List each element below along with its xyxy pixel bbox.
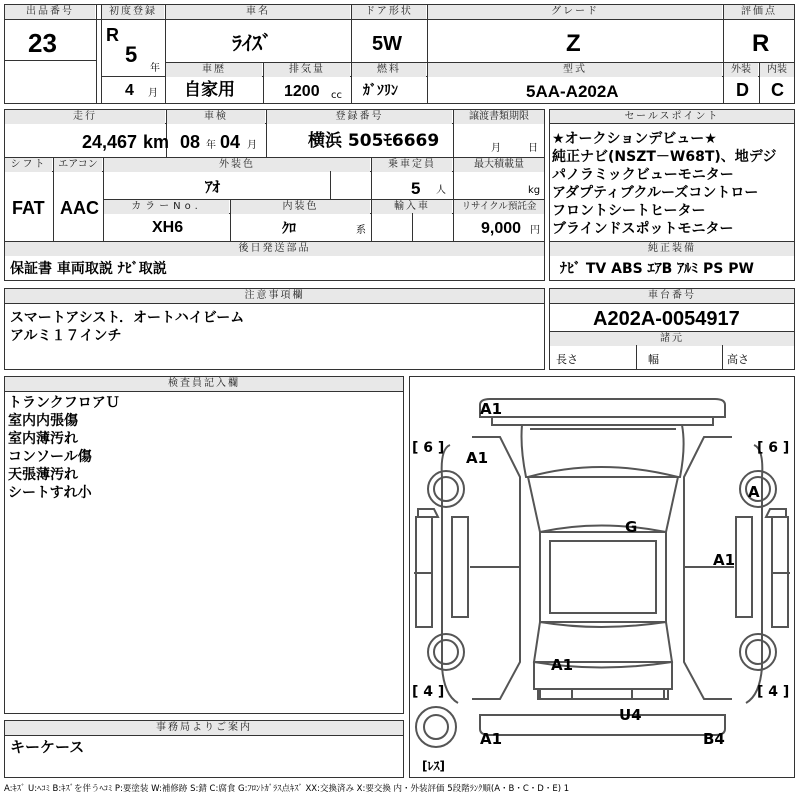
shift-value: FAT <box>12 198 45 218</box>
later-items-label: 後日発送部品 <box>5 242 544 256</box>
color-no-label: カラーNo. <box>104 200 229 214</box>
lot-label: 出品番号 <box>5 5 95 19</box>
transfer-label: 譲渡書類期限 <box>454 110 544 124</box>
model-code-label: 型式 <box>428 63 722 77</box>
history-value: 自家用 <box>184 80 235 100</box>
notes-list <box>10 309 244 345</box>
grade-label: グレード <box>428 5 722 19</box>
selling-point-item: パノラミックビューモニター <box>552 167 734 183</box>
interior-color-label: 内装色 <box>231 200 370 214</box>
model-name-label: 車名 <box>166 5 350 19</box>
inspection-month: 04 <box>220 132 241 152</box>
office-value: キーケース <box>10 738 85 756</box>
registration-label: 登録番号 <box>267 110 452 124</box>
inspector-line: トランクフロアＵ <box>8 395 120 411</box>
interior-color-unit: 系 <box>356 225 366 236</box>
first-reg-year: 5 <box>125 42 138 67</box>
fuel-value: ｶﾞｿﾘﾝ <box>363 83 398 99</box>
inspector-line: シートすれ小 <box>8 485 92 501</box>
legend-text: A:ｷｽﾞ U:ﾍｺﾐ B:ｷｽﾞを伴うﾍｺﾐ P:要塗装 W:補修跡 S:錆 C:腐食 G:ﾌﾛﾝﾄｶﾞﾗｽ点ｷｽﾞ XX:交換済み X:要交換 内・外装評価 5段階ﾗﾝｸ順(A・B・C・D・E) 1 <box>4 784 570 794</box>
damage-mark: G <box>625 518 638 536</box>
mileage-label: 走行 <box>5 110 165 124</box>
office-label: 事務局よりご案内 <box>5 721 403 735</box>
mileage-value: 24,467 <box>82 132 138 152</box>
inspector-label: 検査員記入欄 <box>5 377 403 391</box>
damage-mark: A1 <box>466 449 489 467</box>
displacement-value: 1200 <box>284 83 320 100</box>
damage-diagram <box>409 376 795 778</box>
max-load-unit: kg <box>528 185 541 196</box>
interior-color-value: ｸﾛ <box>282 221 296 237</box>
inspector-line: コンソール傷 <box>8 449 92 465</box>
grade-value: Z <box>566 30 581 57</box>
car-outline-icon <box>410 377 794 777</box>
capacity-value: 5 <box>411 179 421 198</box>
spare-tire-label: [ﾚｽ] <box>422 759 445 773</box>
capacity-label: 乗車定員 <box>372 158 452 172</box>
recycle-label: リサイクル預託金 <box>454 200 544 214</box>
damage-mark: B4 <box>703 730 725 748</box>
aircon-label: エアコン <box>54 158 102 172</box>
selling-point-item: 純正ナビ(NSZT－W68T)、地デジ <box>552 149 777 165</box>
model-name: ﾗｲｽﾞ <box>232 31 272 55</box>
exterior-color-label: 外装色 <box>104 158 370 172</box>
recycle-value: 9,000 <box>481 220 522 237</box>
interior-grade-value: C <box>771 80 784 100</box>
inspection-label: 車検 <box>167 110 265 124</box>
transfer-day-unit: 日 <box>528 143 538 154</box>
first-reg-year-unit: 年 <box>150 63 160 74</box>
first-reg-era: R <box>106 25 119 45</box>
damage-mark: A1 <box>480 730 503 748</box>
selling-points-list <box>552 130 777 238</box>
door-type: 5W <box>372 33 402 55</box>
max-load-label: 最大積載量 <box>454 158 544 172</box>
recycle-unit: 円 <box>530 225 540 236</box>
chassis-value: A202A-0054917 <box>593 308 740 330</box>
inspector-list <box>8 394 120 502</box>
selling-point-item: ブラインドスポットモニター <box>552 221 734 237</box>
selling-point-item: アダプティブクルーズコントロー <box>552 185 759 201</box>
first-reg-month-unit: 月 <box>148 88 158 99</box>
inspection-year-unit: 年 <box>206 140 216 151</box>
inspector-line: 室内内張傷 <box>8 413 78 429</box>
fuel-label: 燃料 <box>352 63 426 77</box>
shift-label: シフト <box>5 158 52 172</box>
dim-height-label: 高さ <box>727 353 749 366</box>
damage-mark: A1 <box>480 400 503 418</box>
inspector-line: 室内薄汚れ <box>8 431 78 447</box>
score-value: R <box>752 30 770 57</box>
interior-grade-label: 内装 <box>760 63 794 77</box>
exterior-color-value: ｱｵ <box>205 178 221 196</box>
inspector-line: 天張薄汚れ <box>8 467 78 483</box>
lot-number: 23 <box>28 28 57 58</box>
selling-point-item: ★オークションデビュー★ <box>552 131 717 147</box>
import-label: 輸入車 <box>372 200 452 214</box>
tire-depth: [ 6 ] <box>412 440 445 456</box>
dim-length-label: 長さ <box>556 353 578 366</box>
damage-mark: A <box>748 483 760 501</box>
displacement-unit: cc <box>331 90 342 101</box>
aircon-value: AAC <box>60 198 99 218</box>
chassis-label: 車台番号 <box>550 289 794 303</box>
capacity-unit: 人 <box>436 185 446 196</box>
door-label: ドア形状 <box>352 5 426 19</box>
first-reg-month: 4 <box>125 82 134 99</box>
transfer-month-unit: 月 <box>491 143 501 154</box>
model-code-value: 5AA-A202A <box>526 82 619 101</box>
tire-depth: [ 6 ] <box>757 440 790 456</box>
damage-mark: U4 <box>619 706 642 724</box>
inspection-month-unit: 月 <box>247 140 257 151</box>
color-no-value: XH6 <box>152 219 184 236</box>
displacement-label: 排気量 <box>264 63 350 77</box>
inspection-year: 08 <box>180 132 201 152</box>
notes-line: アルミ１７インチ <box>10 328 122 344</box>
damage-mark: A1 <box>551 656 574 674</box>
tire-depth: [ 4 ] <box>757 684 790 700</box>
damage-mark: A1 <box>713 551 736 569</box>
mileage-unit: km <box>143 132 170 152</box>
dimensions-label: 諸元 <box>550 332 794 346</box>
tire-depth: [ 4 ] <box>412 684 445 700</box>
exterior-grade-label: 外装 <box>724 63 758 77</box>
registration-value: 横浜 505ﾓ6669 <box>308 131 440 151</box>
selling-points-label: セールスポイント <box>550 110 794 124</box>
score-label: 評価点 <box>724 5 794 19</box>
equipment-value: ﾅﾋﾞ TV ABS ｴｱB ｱﾙﾐ PS PW <box>560 261 754 277</box>
first-reg-label: 初度登録 <box>102 5 164 19</box>
selling-point-item: フロントシートヒーター <box>552 203 706 219</box>
exterior-grade-value: D <box>736 80 749 100</box>
equipment-label: 純正装備 <box>550 242 794 256</box>
notes-line: スマートアシスト．オートハイビーム <box>10 310 245 326</box>
dim-width-label: 幅 <box>648 353 659 366</box>
later-items-value: 保証書 車両取説 ﾅﾋﾞ取説 <box>10 261 167 277</box>
history-label: 車歴 <box>166 63 262 77</box>
notes-label: 注意事項欄 <box>5 289 544 303</box>
